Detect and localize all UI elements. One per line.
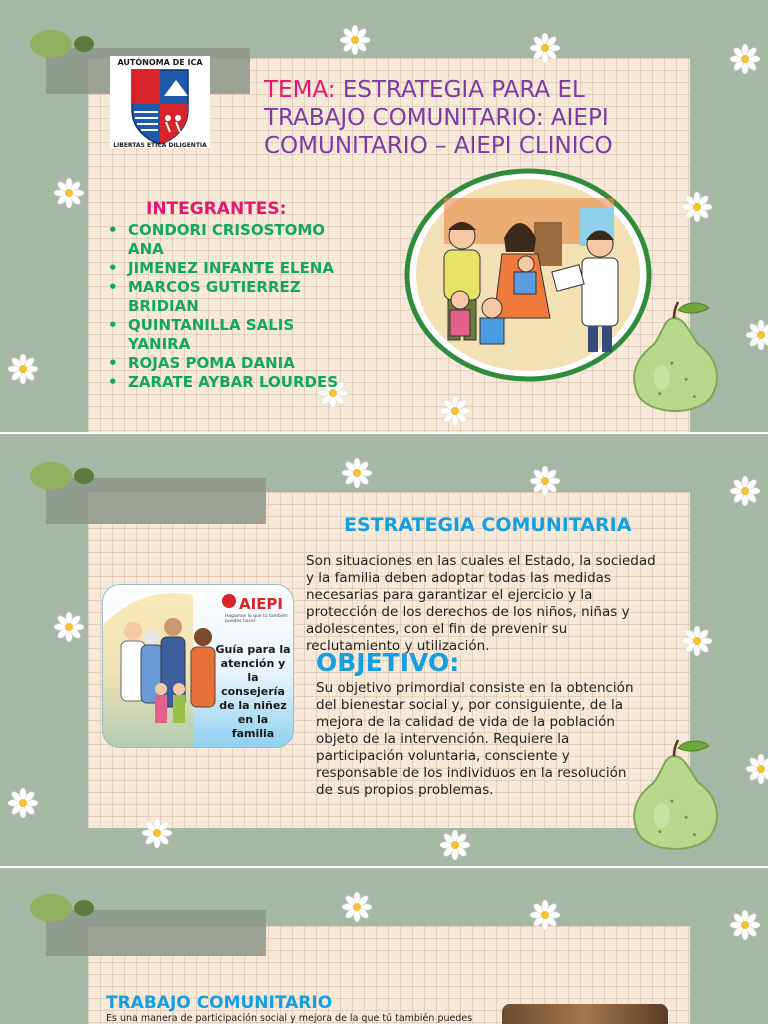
daisy-icon [340, 25, 370, 55]
leaf-blob-small [74, 468, 94, 484]
aiepi-guide-cover [102, 584, 294, 748]
pear-icon [622, 300, 726, 420]
daisy-icon [54, 178, 84, 208]
list-item: • ZARATE AYBAR LOURDES [108, 373, 348, 392]
daisy-icon [54, 612, 84, 642]
slide-trabajo [0, 868, 768, 1024]
leaf-blob [30, 30, 72, 58]
daisy-icon [682, 192, 712, 222]
daisy-icon [746, 320, 768, 350]
daisy-icon [730, 44, 760, 74]
slide-estrategia [0, 434, 768, 866]
daisy-icon [530, 466, 560, 496]
slide-title-block [264, 76, 674, 160]
slide-title [0, 0, 768, 432]
members-heading: INTEGRANTES: [146, 199, 287, 219]
leaf-blob-small [74, 36, 94, 52]
daisy-icon [730, 476, 760, 506]
list-item: • CONDORI CRISOSTOMO ANA [108, 221, 348, 259]
daisy-icon [730, 910, 760, 940]
daisy-icon [746, 754, 768, 784]
pear-icon [622, 738, 726, 858]
daisy-icon [342, 458, 372, 488]
daisy-icon [530, 900, 560, 930]
section-heading: TRABAJO COMUNITARIO [106, 993, 333, 1013]
leaf-blob [30, 462, 72, 490]
aiepi-brand: AIEPI [239, 595, 284, 613]
list-item: • JIMENEZ INFANTE ELENA [108, 259, 348, 278]
list-item: • ROJAS POMA DANIA [108, 354, 348, 373]
leaf-blob-small [74, 900, 94, 916]
daisy-icon [440, 830, 470, 860]
objective-heading: OBJETIVO: [316, 648, 460, 677]
daisy-icon [682, 626, 712, 656]
daisy-icon [440, 396, 470, 426]
family-illustration [404, 168, 652, 382]
university-logo [110, 56, 210, 148]
section-heading: ESTRATEGIA COMUNITARIA [344, 514, 632, 536]
logo-top-text: AUTÓNOMA DE ICA [117, 58, 203, 67]
intro-paragraph: Son situaciones en las cuales el Estado, la sociedad y la familia deben adoptar todas las medidas necesarias para garantizar el ejercicio y la protección de los derechos de los niños, niñas y adolescentes, con el fin de prevenir su reclutamiento y utilización. [306, 553, 656, 654]
daisy-icon [530, 33, 560, 63]
title-text: ESTRATEGIA PARA EL TRABAJO COMUNITARIO: AIEPI COMUNITARIO – AIEPI CLINICO [264, 77, 613, 159]
guide-caption: Guía para la atención y la consejería de la niñez en la familia [215, 643, 291, 740]
logo-bottom-text: LIBERTAS ETICA DILIGENTIA [113, 142, 207, 148]
objective-paragraph: Su objetivo primordial consiste en la obtención del bienestar social y, por consiguiente, de la mejora de la calidad de vida de la población objeto de la intervención. Requiere la participación voluntaria, consciente y responsable de los individuos en la resolución de sus propios problemas. [316, 680, 634, 798]
members-list [108, 221, 348, 392]
daisy-icon [8, 354, 38, 384]
tape-strip [46, 910, 266, 956]
daisy-icon [142, 818, 172, 848]
body-paragraph: Es una manera de participación social y mejora de la que tú también puedes [106, 1013, 473, 1024]
daisy-icon [8, 788, 38, 818]
daisy-icon [342, 892, 372, 922]
community-photo [502, 1004, 668, 1024]
list-item: • MARCOS GUTIERREZ BRIDIAN [108, 278, 348, 316]
title-label: TEMA: [264, 77, 336, 103]
aiepi-slogan: Hagamos lo que tú también puedes hacer [225, 614, 288, 624]
leaf-blob [30, 894, 72, 922]
list-item: • QUINTANILLA SALIS YANIRA [108, 316, 348, 354]
tape-strip [46, 478, 266, 524]
